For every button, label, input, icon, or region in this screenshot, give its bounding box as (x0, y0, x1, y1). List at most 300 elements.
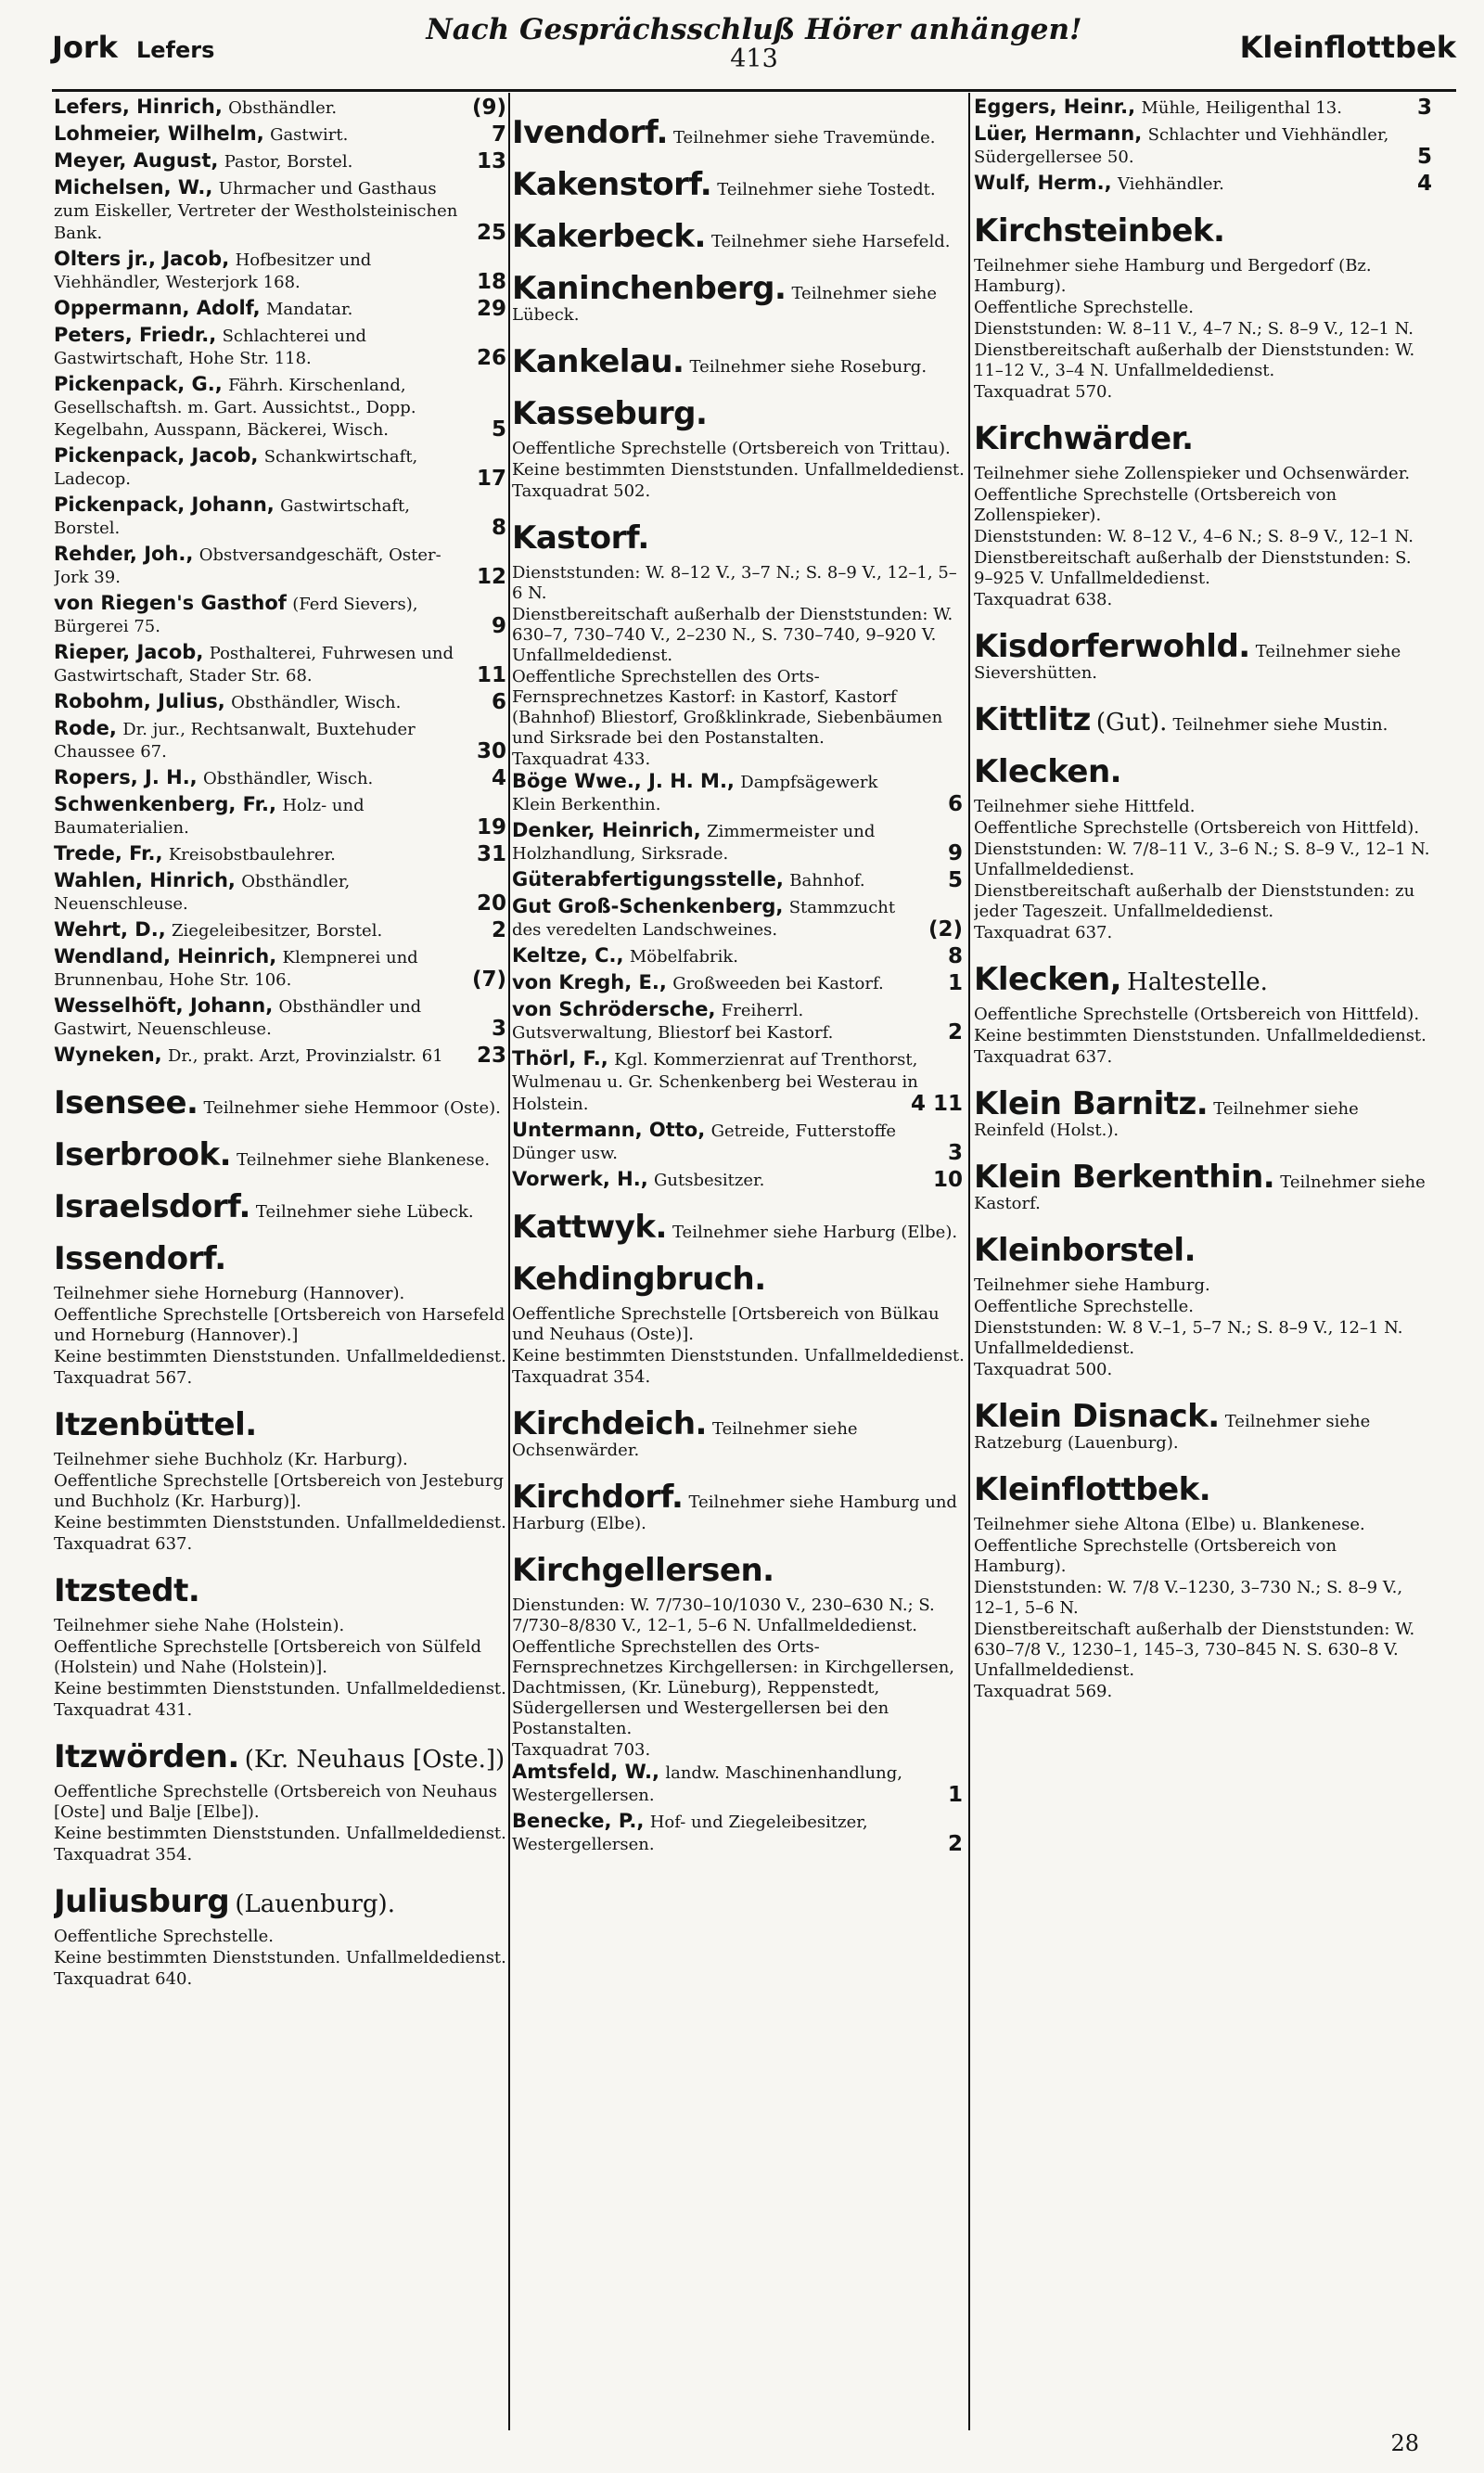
place-qualifier: (Lauenburg). (235, 1890, 395, 1918)
place-name: Klecken, (974, 961, 1122, 998)
place-reference: Teilnehmer siehe Kastorf. (974, 1172, 1426, 1213)
place-reference: Teilnehmer siehe Ratzeburg (Lauenburg). (974, 1412, 1371, 1453)
phone-number: 19 (476, 815, 506, 839)
phone-number: 18 (476, 270, 506, 294)
place-info-line: Dienstunden: W. 7/730–10/1030 V., 230–630 N.; S. 7/730–8/830 V., 12–1, 5–6 N. Unfallmeldedienst. (512, 1595, 935, 1635)
place-info-line: Teilnehmer siehe Horneburg (Hannover). (54, 1284, 405, 1303)
place-info-line: Dienststunden: W. 7/8 V.–1230, 3–730 N.; S. 8–9 V., 12–1, 5–6 N. (974, 1578, 1403, 1618)
place-info-line: Taxquadrat 569. (974, 1682, 1113, 1701)
place-qualifier: (Kr. Neuhaus [Oste.]) (244, 1746, 505, 1774)
subscriber-name: Lefers, Hinrich, (54, 96, 223, 118)
place-name: Kleinborstel. (974, 1232, 1196, 1269)
subscriber-details: Dr., prakt. Arzt, Provinzialstr. 61 (167, 1046, 443, 1066)
subscriber-name: Vorwerk, H., (512, 1168, 648, 1190)
subscriber-name: Wesselhöft, Johann, (54, 994, 274, 1017)
place-info-line: Taxquadrat 703. (512, 1740, 651, 1760)
place-name: Kittlitz (974, 701, 1091, 738)
phone-number: 7 (491, 122, 506, 147)
subscriber-details: Pastor, Borstel. (224, 152, 353, 172)
phone-number: 2 (947, 1020, 963, 1044)
place-info-line: Dienstbereitschaft außerhalb der Dienststunden: W. 630–7/8 V., 1230–1, 145–3, 730–845 N. S. 630–8 V. Unfallmeldedienst. (974, 1620, 1415, 1680)
subscriber-details: Obstversandgeschäft, Oster-Jork 39. (54, 545, 441, 587)
place-reference: Teilnehmer siehe Blankenese. (237, 1150, 491, 1170)
listing-entry (54, 96, 508, 119)
place-name: Kastorf. (512, 519, 649, 557)
place-name: Isensee. (54, 1084, 198, 1121)
place-reference: Teilnehmer siehe Harsefeld. (710, 232, 951, 251)
place-heading (54, 1084, 508, 1121)
header-left-word: Jork (52, 30, 118, 65)
subscriber-name: Eggers, Heinr., (974, 96, 1136, 118)
phone-number: 12 (476, 565, 506, 589)
listing-entry (512, 999, 965, 1044)
place-info-line: Oeffentliche Sprechstelle (Ortsbereich von Trittau). (512, 439, 951, 458)
phone-number: 4 11 (910, 1092, 963, 1116)
column-3 (974, 96, 1434, 2453)
subscriber-name: Benecke, P., (512, 1810, 645, 1832)
place-info-line: Taxquadrat 570. (974, 382, 1113, 402)
header-rule (52, 89, 1456, 92)
place-name: Israelsdorf. (54, 1188, 250, 1225)
phone-number: (7) (471, 967, 506, 992)
subscriber-name: Gut Groß-Schenkenberg, (512, 895, 784, 917)
phone-number: 6 (947, 792, 963, 816)
place-info-line: Taxquadrat 502. (512, 481, 651, 501)
subscriber-name: Rode, (54, 717, 117, 739)
phone-number: 2 (947, 1832, 963, 1856)
subscriber-name: Wehrt, D., (54, 918, 166, 941)
place-info-line: Keine bestimmten Dienststunden. Unfallmeldedienst. (512, 1346, 965, 1365)
place-name: Klein Barnitz. (974, 1085, 1209, 1122)
phone-number: 9 (491, 614, 506, 638)
phone-number: 9 (947, 841, 963, 865)
place-reference: Teilnehmer siehe Lübeck. (512, 284, 938, 325)
listing-entry (512, 1048, 965, 1115)
place-info-line: Oeffentliche Sprechstelle [Ortsbereich von Jesteburg und Buchholz (Kr. Harburg)]. (54, 1471, 505, 1511)
subscriber-name: Wendland, Heinrich, (54, 945, 277, 967)
place-info-line: Taxquadrat 500. (974, 1360, 1113, 1379)
place-name: Klein Berkenthin. (974, 1159, 1275, 1196)
place-name: Ivendorf. (512, 114, 668, 151)
place-reference: Teilnehmer siehe Hamburg und Harburg (Elbe). (512, 1493, 957, 1533)
subscriber-name: Wulf, Herm., (974, 172, 1112, 194)
place-info-line: Dienststunden: W. 7/8–11 V., 3–6 N.; S. 8–9 V., 12–1 N. Unfallmeldedienst. (974, 839, 1430, 879)
place-name: Iserbrook. (54, 1136, 232, 1173)
phone-number: 17 (476, 467, 506, 491)
place-info-line: Teilnehmer siehe Zollenspieker und Ochsenwärder. (974, 464, 1411, 483)
listing-entry (512, 771, 965, 815)
place-info-line: Keine bestimmten Dienststunden. Unfallmeldedienst. (54, 1948, 506, 1967)
place-info-line: Taxquadrat 354. (54, 1845, 193, 1864)
subscriber-name: Peters, Friedr., (54, 324, 217, 346)
listing-entry (974, 123, 1434, 168)
subscriber-name: von Kregh, E., (512, 971, 667, 993)
place-heading (974, 1232, 1434, 1269)
listing-entry (512, 896, 965, 941)
subscriber-name: Pickenpack, Jacob, (54, 444, 259, 467)
listing-entry (512, 1762, 965, 1806)
place-name: Kirchwärder. (974, 420, 1194, 457)
phone-number: 30 (476, 739, 506, 763)
subscriber-name: Wyneken, (54, 1044, 162, 1066)
place-info-line: Dienstbereitschaft außerhalb der Dienststunden: S. 9–925 V. Unfallmeldedienst. (974, 548, 1412, 588)
place-name: Issendorf. (54, 1240, 226, 1277)
place-heading (974, 628, 1434, 684)
place-info-line: Oeffentliche Sprechstellen des Orts-Fernsprechnetzes Kastorf: in Kastorf, Kastorf (Bahnhof) Bliestorf, Großklinkrade, Siebenbäumen und Sirksrade bei den Postanstalten. (512, 667, 943, 748)
subscriber-name: Lohmeier, Wilhelm, (54, 122, 264, 145)
subscriber-details: Posthalterei, Fuhrwesen und Gastwirtschaft, Stader Str. 68. (54, 644, 454, 686)
place-info-line: Oeffentliche Sprechstelle (Ortsbereich von Neuhaus [Oste] und Balje [Elbe]). (54, 1782, 497, 1822)
place-info-line: Keine bestimmten Dienststunden. Unfallmeldedienst. (54, 1347, 506, 1366)
place-heading (54, 1406, 508, 1443)
place-reference: Teilnehmer siehe Tostedt. (717, 180, 936, 199)
subscriber-details: Schlachter und Viehhändler, Südergellersee 50. (974, 125, 1389, 167)
place-name: Kasseburg. (512, 395, 708, 432)
place-heading (512, 1209, 965, 1246)
subscriber-details: Bahnhof. (789, 871, 865, 891)
listing-entry (54, 995, 508, 1040)
header-slogan: Nach Gesprächsschluß Hörer anhängen! (426, 13, 1082, 46)
subscriber-name: Wahlen, Hinrich, (54, 869, 236, 891)
subscriber-details: Gutsbesitzer. (654, 1171, 765, 1190)
column-divider-left (508, 93, 510, 2430)
place-info-line: Teilnehmer siehe Hamburg. (974, 1275, 1210, 1295)
place-name: Kakenstorf. (512, 166, 712, 203)
subscriber-name: Keltze, C., (512, 944, 624, 967)
place-info-line: Taxquadrat 637. (974, 1047, 1113, 1067)
subscriber-details: Obsthändler. (228, 98, 338, 118)
place-name: Kaninchenberg. (512, 270, 787, 307)
place-reference: Teilnehmer siehe Harburg (Elbe). (672, 1223, 958, 1242)
place-name: Kakerbeck. (512, 218, 706, 255)
phone-number: 25 (476, 221, 506, 245)
place-info-line: Keine bestimmten Dienststunden. Unfallmeldedienst. (54, 1824, 506, 1843)
subscriber-details: Holz- und Baumaterialien. (54, 796, 365, 838)
place-reference: Teilnehmer siehe Mustin. (1172, 715, 1388, 735)
listing-entry (54, 445, 508, 490)
subscriber-details: Klempnerei und Brunnenbau, Hohe Str. 106. (54, 948, 418, 990)
place-name: Kirchsteinbek. (974, 212, 1225, 250)
place-name: Itzstedt. (54, 1572, 200, 1609)
subscriber-details: Getreide, Futterstoffe Dünger usw. (512, 1121, 897, 1163)
place-info-line: Taxquadrat 637. (974, 923, 1113, 942)
place-info-line: Oeffentliche Sprechstelle (Ortsbereich von Zollenspieker). (974, 485, 1337, 525)
subscriber-details: Mühle, Heiligenthal 13. (1141, 98, 1342, 118)
place-info-line: Teilnehmer siehe Altona (Elbe) u. Blankenese. (974, 1515, 1365, 1534)
place-heading (54, 1738, 508, 1775)
phone-number: 5 (947, 868, 963, 892)
place-info-line: Oeffentliche Sprechstellen des Orts-Fernsprechnetzes Kirchgellersen: in Kirchgellersen, Dachtmissen, (Kr. Lüneburg), Reppenstedt, Südergellersen und Westergellersen bei den Postanstalten. (512, 1637, 955, 1738)
subscriber-details: Schankwirtschaft, Ladecop. (54, 447, 418, 489)
subscriber-name: Lüer, Hermann, (974, 122, 1143, 145)
listing-entry (54, 919, 508, 942)
place-heading (512, 1552, 965, 1589)
place-info-line: Oeffentliche Sprechstelle. (974, 298, 1195, 317)
place-info-line: Dienstbereitschaft außerhalb der Dienststunden: zu jeder Tageszeit. Unfallmeldedienst. (974, 881, 1415, 921)
place-info-line: Dienstbereitschaft außerhalb der Dienststunden: W. 630–7, 730–740 V., 2–230 N., S. 730–740, 9–920 V. Unfallmeldedienst. (512, 605, 953, 665)
place-info-line: Keine bestimmten Dienststunden. Unfallmeldedienst. (54, 1679, 506, 1698)
place-heading (512, 519, 965, 557)
place-info-line: Oeffentliche Sprechstelle (Ortsbereich von Hittfeld). (974, 818, 1420, 838)
column-divider-right (968, 93, 970, 2430)
subscriber-details: Möbelfabrik. (629, 947, 738, 967)
phone-number: 1 (947, 1783, 963, 1807)
place-heading (974, 1085, 1434, 1141)
subscriber-details: Obsthändler und Gastwirt, Neuenschleuse. (54, 997, 422, 1039)
place-info-line: Oeffentliche Sprechstelle [Ortsbereich von Harsefeld und Horneburg (Hannover).] (54, 1305, 505, 1345)
phone-number: 3 (947, 1141, 963, 1165)
listing-entry (512, 1120, 965, 1164)
place-info-line: Taxquadrat 433. (512, 750, 651, 769)
place-heading (512, 343, 965, 380)
place-reference: Teilnehmer siehe Roseburg. (689, 357, 928, 377)
listing-entry (54, 767, 508, 789)
place-heading (54, 1883, 508, 1920)
place-name: Kehdingbruch. (512, 1261, 766, 1298)
phone-number: (2) (928, 917, 963, 942)
listing-entry (54, 642, 508, 686)
place-info-line: Taxquadrat 431. (54, 1700, 193, 1720)
place-name: Kirchdeich. (512, 1405, 707, 1442)
place-qualifier: Haltestelle. (1127, 968, 1268, 996)
listing-entry (54, 946, 508, 991)
listing-entry (54, 691, 508, 713)
place-name: Juliusburg (54, 1883, 230, 1920)
place-reference: Teilnehmer siehe Travemünde. (672, 128, 936, 147)
subscriber-details: Zimmermeister und Holzhandlung, Sirksrade. (512, 822, 876, 864)
place-heading (54, 1240, 508, 1277)
listing-entry (54, 843, 508, 865)
phone-number: 3 (1416, 96, 1432, 120)
place-info-line: Taxquadrat 638. (974, 590, 1113, 609)
page-marker: 28 (1390, 2430, 1419, 2456)
subscriber-name: Rehder, Joh., (54, 543, 194, 565)
listing-entry (974, 173, 1434, 195)
subscriber-details: landw. Maschinenhandlung, Westergellersen. (512, 1763, 902, 1805)
place-info-line: Oeffentliche Sprechstelle [Ortsbereich von Sülfeld (Holstein) und Nahe (Holstein)]. (54, 1637, 482, 1677)
listing-entry (54, 1044, 508, 1067)
phone-number: (9) (471, 96, 506, 120)
phone-number: 11 (476, 663, 506, 687)
place-name: Klecken. (974, 753, 1122, 790)
listing-entry (54, 123, 508, 146)
subscriber-details: Dampfsägewerk Klein Berkenthin. (512, 773, 878, 814)
place-reference: Teilnehmer siehe Sievershütten. (974, 642, 1401, 683)
subscriber-details: Gastwirtschaft, Borstel. (54, 496, 410, 538)
listing-entry (512, 1169, 965, 1191)
place-heading (512, 1479, 965, 1534)
header-left-sub: Lefers (135, 37, 215, 63)
page-number: 413 (730, 45, 778, 73)
subscriber-details: Obsthändler, Wisch. (203, 769, 374, 788)
listing-entry (54, 544, 508, 588)
subscriber-name: Böge Wwe., J. H. M., (512, 770, 735, 792)
header-right-word: Kleinflottbek (1239, 30, 1456, 65)
listing-entry (54, 298, 508, 320)
subscriber-name: Trede, Fr., (54, 842, 163, 865)
place-heading (512, 395, 965, 432)
place-heading (974, 420, 1434, 457)
place-info-line: Dienststunden: W. 8–12 V., 3–7 N.; S. 8–9 V., 12–1, 5–6 N. (512, 563, 957, 603)
place-heading (512, 1405, 965, 1461)
listing-entry (512, 945, 965, 967)
subscriber-name: Oppermann, Adolf, (54, 297, 261, 319)
subscriber-name: Untermann, Otto, (512, 1119, 706, 1141)
phone-number: 13 (476, 149, 506, 173)
place-heading (512, 1261, 965, 1298)
phone-number: 5 (1416, 145, 1432, 169)
phone-number: 3 (491, 1017, 506, 1041)
place-info-line: Dienststunden: W. 8–12 V., 4–6 N.; S. 8–9 V., 12–1 N. (974, 527, 1414, 546)
place-heading (974, 1398, 1434, 1454)
listing-entry (54, 494, 508, 539)
phone-number: 10 (932, 1168, 963, 1192)
subscriber-details: Schlachterei und Gastwirtschaft, Hohe Str. 118. (54, 327, 367, 368)
subscriber-name: Thörl, F., (512, 1047, 608, 1070)
listing-entry (512, 972, 965, 994)
phone-number: 8 (947, 944, 963, 968)
column-2 (512, 96, 965, 2453)
listing-entry (54, 794, 508, 839)
place-heading (974, 701, 1434, 738)
subscriber-name: Denker, Heinrich, (512, 819, 701, 841)
place-heading (512, 218, 965, 255)
subscriber-details: Gastwirt. (270, 125, 349, 145)
place-heading (512, 166, 965, 203)
subscriber-name: Rieper, Jacob, (54, 641, 204, 663)
place-heading (512, 270, 965, 326)
phone-number: 26 (476, 346, 506, 370)
listing-entry (512, 869, 965, 891)
subscriber-details: Kreisobstbaulehrer. (168, 845, 336, 865)
subscriber-details: Großweeden bei Kastorf. (672, 974, 884, 993)
place-info-line: Taxquadrat 640. (54, 1969, 193, 1989)
listing-entry (54, 325, 508, 369)
place-heading (54, 1572, 508, 1609)
place-info-line: Oeffentliche Sprechstelle (Ortsbereich von Hamburg). (974, 1536, 1337, 1576)
subscriber-name: Schwenkenberg, Fr., (54, 793, 276, 815)
place-name: Itzwörden. (54, 1738, 239, 1775)
place-name: Kirchgellersen. (512, 1552, 774, 1589)
subscriber-name: Michelsen, W., (54, 176, 213, 199)
subscriber-name: Robohm, Julius, (54, 690, 225, 712)
subscriber-details: Stammzucht des veredelten Landschweines. (512, 898, 896, 940)
listing-entry (54, 718, 508, 762)
place-heading (974, 1471, 1434, 1508)
phone-number: 5 (491, 417, 506, 442)
place-info-line: Keine bestimmten Dienststunden. Unfallmeldedienst. (974, 1026, 1426, 1045)
listing-entry (54, 249, 508, 293)
subscriber-details: Kgl. Kommerzienrat auf Trenthorst, Wulmenau u. Gr. Schenkenberg bei Westerau in Holstein. (512, 1050, 918, 1114)
subscriber-name: Pickenpack, Johann, (54, 493, 275, 516)
place-info-line: Dienstbereitschaft außerhalb der Dienststunden: W. 11–12 V., 3–4 N. Unfallmeldedienst. (974, 340, 1415, 380)
place-info-line: Taxquadrat 567. (54, 1368, 193, 1388)
place-name: Kirchdorf. (512, 1479, 684, 1516)
place-info-line: Keine bestimmten Dienststunden. Unfallmeldedienst. (512, 460, 965, 480)
subscriber-details: Hof- und Ziegeleibesitzer, Westergellersen. (512, 1813, 868, 1854)
place-info-line: Oeffentliche Sprechstelle. (54, 1927, 275, 1946)
place-heading (974, 1159, 1434, 1214)
place-name: Kisdorferwohld. (974, 628, 1250, 665)
place-info-line: Oeffentliche Sprechstelle (Ortsbereich von Hittfeld). (974, 1005, 1420, 1024)
page-header (52, 13, 1456, 78)
subscriber-name: Amtsfeld, W., (512, 1761, 659, 1783)
listing-entry (54, 150, 508, 173)
subscriber-name: Olters jr., Jacob, (54, 248, 230, 270)
subscriber-details: Dr. jur., Rechtsanwalt, Buxtehuder Chaussee 67. (54, 720, 416, 762)
subscriber-details: Uhrmacher und Gasthaus zum Eiskeller, Vertreter der Westholsteinischen Bank. (54, 179, 458, 243)
phone-number: 4 (491, 766, 506, 790)
place-reference: Teilnehmer siehe Hemmoor (Oste). (203, 1098, 501, 1118)
place-name: Itzenbüttel. (54, 1406, 257, 1443)
place-info-line: Taxquadrat 637. (54, 1534, 193, 1554)
subscriber-name: von Riegen's Gasthof (54, 592, 287, 614)
phone-number: 2 (491, 918, 506, 942)
phone-number: 29 (476, 297, 506, 321)
subscriber-name: Meyer, August, (54, 149, 219, 172)
subscriber-details: Obsthändler, Neuenschleuse. (54, 872, 351, 914)
place-name: Kankelau. (512, 343, 684, 380)
phone-number: 8 (491, 516, 506, 540)
phone-number: 20 (476, 891, 506, 916)
listing-entry (54, 593, 508, 637)
subscriber-details: Ziegeleibesitzer, Borstel. (172, 921, 383, 941)
phone-number: 31 (476, 842, 506, 866)
subscriber-name: Güterabfertigungsstelle, (512, 868, 784, 891)
place-info-line: Teilnehmer siehe Hittfeld. (974, 797, 1196, 816)
listing-entry (512, 820, 965, 865)
listing-entry (512, 1811, 965, 1855)
subscriber-details: Fährh. Kirschenland, Gesellschaftsh. m. Gart. Aussichtst., Dopp. Kegelbahn, Ausspann, Bäckerei, Wisch. (54, 376, 416, 440)
place-heading (974, 753, 1434, 790)
subscriber-name: von Schrödersche, (512, 998, 716, 1020)
place-name: Kattwyk. (512, 1209, 667, 1246)
subscriber-details: Obsthändler, Wisch. (231, 693, 402, 712)
subscriber-name: Pickenpack, G., (54, 373, 223, 395)
place-heading (974, 212, 1434, 250)
subscriber-details: Freiherrl. Gutsverwaltung, Bliestorf bei Kastorf. (512, 1001, 834, 1043)
place-info-line: Keine bestimmten Dienststunden. Unfallmeldedienst. (54, 1513, 506, 1532)
place-name: Klein Disnack. (974, 1398, 1220, 1435)
place-info-line: Oeffentliche Sprechstelle [Ortsbereich von Bülkau und Neuhaus (Oste)]. (512, 1304, 940, 1344)
place-name: Kleinflottbek. (974, 1471, 1211, 1508)
place-reference: Teilnehmer siehe Lübeck. (255, 1202, 474, 1222)
phone-number: 6 (491, 690, 506, 714)
subscriber-details: Viehhändler. (1117, 174, 1224, 194)
place-heading (512, 114, 965, 151)
listing-entry (54, 870, 508, 915)
place-info-line: Dienststunden: W. 8–11 V., 4–7 N.; S. 8–9 V., 12–1 N. (974, 319, 1414, 339)
listing-entry (54, 177, 508, 244)
place-heading (54, 1188, 508, 1225)
place-reference: Teilnehmer siehe Reinfeld (Holst.). (974, 1099, 1359, 1140)
phone-number: 23 (476, 1044, 506, 1068)
subscriber-details: (Ferd Sievers), Bürgerei 75. (54, 595, 418, 636)
place-heading (974, 961, 1434, 998)
place-heading (54, 1136, 508, 1173)
place-info-line: Teilnehmer siehe Hamburg und Bergedorf (Bz. Hamburg). (974, 256, 1372, 296)
place-reference: Teilnehmer siehe Ochsenwärder. (512, 1419, 858, 1460)
subscriber-details: Mandatar. (266, 300, 353, 319)
place-info-line: Oeffentliche Sprechstelle. (974, 1297, 1195, 1316)
place-info-line: Teilnehmer siehe Nahe (Holstein). (54, 1616, 345, 1635)
listing-entry (54, 374, 508, 441)
subscriber-details: Hofbesitzer und Viehhändler, Westerjork 168. (54, 250, 372, 292)
phone-number: 4 (1416, 172, 1432, 196)
phone-number: 1 (947, 971, 963, 995)
column-1 (54, 96, 508, 2453)
place-info-line: Teilnehmer siehe Buchholz (Kr. Harburg). (54, 1450, 408, 1469)
